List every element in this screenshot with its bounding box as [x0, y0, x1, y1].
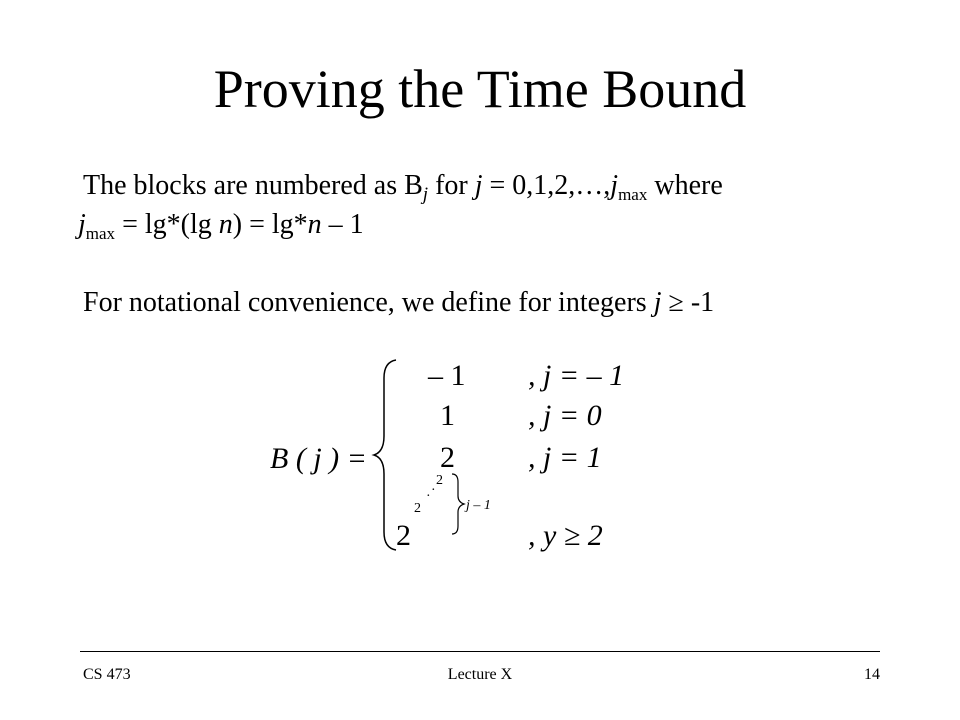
text: The blocks are numbered as B — [83, 170, 423, 201]
case-2-value: 1 — [440, 399, 455, 432]
tower-height: j – 1 — [466, 498, 491, 513]
text: for — [428, 170, 475, 201]
var-j: j — [78, 209, 86, 240]
var-j: j — [653, 287, 662, 318]
tower-top: 2 — [436, 473, 443, 488]
subscript-max: max — [85, 224, 116, 243]
text: For notational convenience, we define for integers — [83, 287, 654, 318]
text: ) = lg* — [232, 209, 308, 240]
case-3-condition: , j = 1 — [528, 441, 602, 474]
tower-dots: · — [431, 483, 436, 498]
var-j: j — [610, 170, 619, 201]
footer-lecture: Lecture X — [447, 666, 513, 683]
slide-title: Proving the Time Bound — [213, 59, 747, 119]
tower-brace — [452, 474, 464, 534]
left-brace — [374, 360, 396, 550]
formula-lhs: B ( j ) = — [270, 442, 367, 475]
subscript-max: max — [618, 185, 648, 204]
subscript-j: j — [422, 184, 429, 205]
footer-course: CS 473 — [83, 666, 131, 683]
case-4-value: 2 — [396, 519, 411, 552]
tower-dots: · — [426, 489, 431, 504]
text: – 1 — [321, 209, 364, 240]
text: ≥ -1 — [661, 287, 715, 318]
var-j: j — [474, 170, 483, 201]
text: = lg*(lg — [115, 209, 219, 240]
footer-page-number: 14 — [864, 666, 880, 683]
case-2-condition: , j = 0 — [528, 399, 602, 432]
case-4-condition: , y ≥ 2 — [528, 519, 603, 552]
footer-divider — [80, 651, 880, 652]
case-1-value: – 1 — [428, 359, 466, 392]
case-1-condition: , j = – 1 — [528, 359, 625, 392]
text: where — [647, 170, 723, 201]
text: = 0,1,2,…, — [482, 170, 611, 201]
tower-base: 2 — [414, 501, 421, 516]
var-n: n — [307, 209, 322, 240]
case-3-value: 2 — [440, 441, 455, 474]
var-n: n — [218, 209, 233, 240]
